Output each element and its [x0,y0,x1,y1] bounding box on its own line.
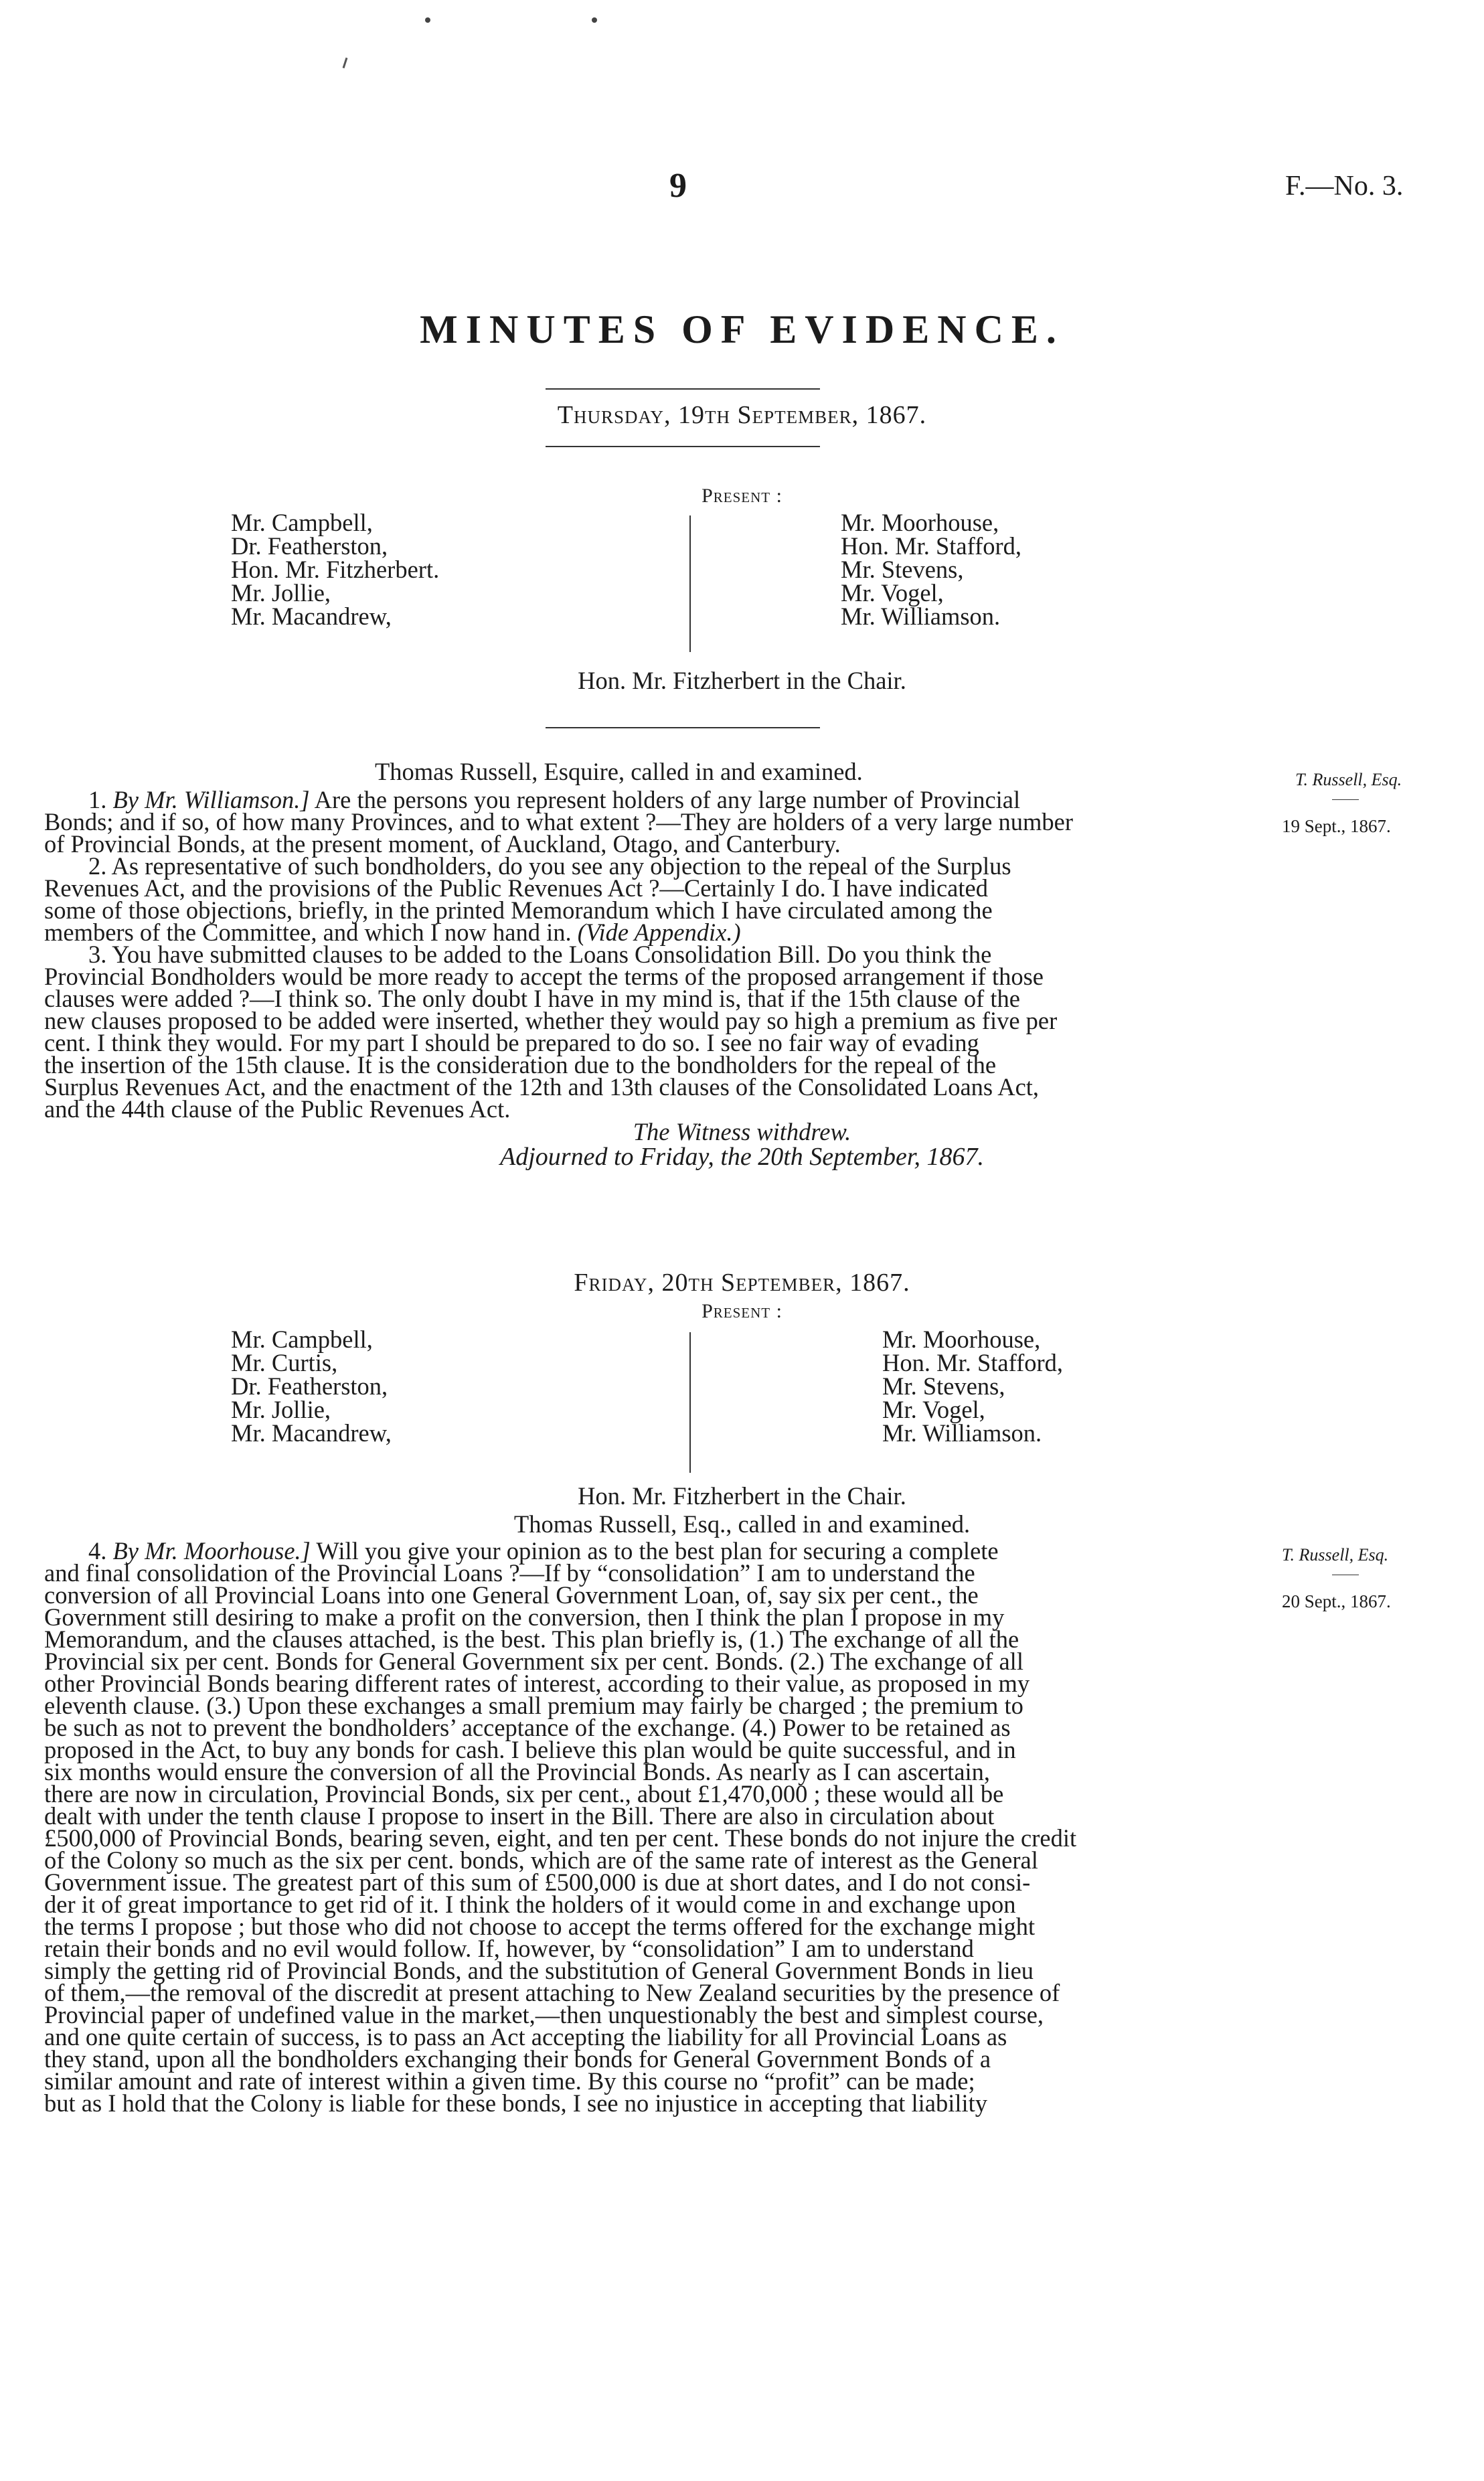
day1-present-right-list [841,511,1021,629]
text-line: Bonds; and if so, of how many Provinces, and to what extent ?—They are holders of a very large number [44,808,1073,835]
page-title: MINUTES OF EVIDENCE. [420,307,1064,351]
text-line: six months would ensure the conversion of all the Provincial Bonds. As nearly as I can ascertain, [44,1758,991,1785]
margin-witness-name: T. Russell, Esq. [1295,770,1402,789]
member-name: Mr. Vogel, [882,1396,985,1423]
column-divider [689,515,691,652]
text-line: and one quite certain of success, is to pass an Act accepting the liability for all Provincial Loans as [44,2023,1007,2051]
member-name: Mr. Stevens, [841,556,964,583]
question-number: 1. [88,786,107,813]
member-name: Hon. Mr. Stafford, [841,532,1022,560]
member-name: Mr. Stevens, [882,1372,1005,1400]
text-line: there are now in circulation, Provincial Bonds, six per cent., about £1,470,000 ; these would all be [44,1780,1004,1808]
day2-present-right-list [882,1328,1063,1445]
page-number: 9 [669,167,687,205]
day1-date: Thursday, 19th September, 1867. [557,401,927,429]
text-line: members of the Committee, and which I now hand in. [44,918,572,946]
day1-present-left-list [231,511,439,629]
question-2 [44,852,1248,946]
adjourned-note: Adjourned to Friday, the 20th September, 1867. [500,1143,984,1171]
day1-witness-intro: Thomas Russell, Esquire, called in and examined. [375,758,863,785]
text-line: der it of great importance to get rid of it. I think the holders of it would come in and exchange upon [44,1891,1016,1918]
text-line: similar amount and rate of interest within a given time. By this course no “profit” can be made; [44,2067,975,2095]
text-line: dealt with under the tenth clause I propose to insert in the Bill. There are also in circulation about [44,1802,995,1830]
day2-present-left-list [231,1328,392,1445]
text-line: Memorandum, and the clauses attached, is the best. This plan briefly is, (1.) The exchange of all the [44,1625,1019,1653]
column-divider [689,1332,691,1473]
question-3 [44,941,1248,1123]
question-1 [44,786,1248,858]
scan-mark [592,17,597,23]
text-line: some of those objections, briefly, in the printed Memorandum which I have circulated among the [44,896,993,924]
text-line: conversion of all Provincial Loans into one General Government Loan, of, say six per cent., the [44,1581,979,1609]
text-line: Surplus Revenues Act, and the enactment of the 12th and 13th clauses of the Consolidated Loans Act, [44,1073,1040,1101]
day2-witness-intro: Thomas Russell, Esq., called in and examined. [513,1510,971,1538]
text-line: of them,—the removal of the discredit at present attaching to New Zealand securities by the presence of [44,1979,1060,2006]
member-name: Dr. Featherston, [231,1372,388,1400]
member-name: Dr. Featherston, [231,532,388,560]
divider [546,388,820,390]
vide-appendix: (Vide Appendix.) [577,918,741,946]
text-line: but as I hold that the Colony is liable for these bonds, I see no injustice in accepting that liability [44,2089,988,2117]
text-line: clauses were added ?—I think so. The only doubt I have in my mind is, that if the 15th clause of the [44,985,1020,1012]
question-text: Are the persons you represent holders of any large number of Provincial [314,786,1021,813]
day1-present-label: Present : [702,485,782,507]
scan-mark [343,58,348,68]
text-line: Provincial paper of undefined value in the market,—then unquestionably the best and simplest course, [44,2001,1044,2028]
day2-chair: Hon. Mr. Fitzherbert in the Chair. [578,1482,906,1510]
text-line: Government issue. The greatest part of this sum of £500,000 is due at short dates, and I do not consi- [44,1868,1031,1896]
day1-chair: Hon. Mr. Fitzherbert in the Chair. [578,667,906,694]
text-line: and final consolidation of the Provincial Loans ?—If by “consolidation” I am to understand the [44,1559,975,1587]
member-name: Mr. Vogel, [841,579,944,607]
text-line: £500,000 of Provincial Bonds, bearing seven, eight, and ten per cent. These bonds do not injure the credit [44,1824,1077,1852]
text-line: Revenues Act, and the provisions of the Public Revenues Act ?—Certainly I do. I have indicated [44,874,988,902]
document-reference: F.—No. 3. [1285,171,1404,202]
text-line: Government still desiring to make a profit on the conversion, then I think the plan I propose in my [44,1603,1005,1631]
text-line: of Provincial Bonds, at the present moment, of Auckland, Otago, and Canterbury. [44,830,841,858]
text-line: cent. I think they would. For my part I should be prepared to do so. I see no fair way of evading [44,1029,979,1056]
witness-withdrew: The Witness withdrew. [633,1118,851,1145]
divider [546,727,820,728]
member-name: Mr. Campbell, [231,1326,373,1353]
member-name: Mr. Curtis, [231,1349,338,1376]
member-name: Mr. Jollie, [231,1396,331,1423]
text-line: they stand, upon all the bondholders exchanging their bonds for General Government Bonds of a [44,2045,991,2073]
text-line: be such as not to prevent the bondholders’ acceptance of the exchange. (4.) Power to be retained as [44,1714,1011,1741]
text-line: simply the getting rid of Provincial Bonds, and the substitution of General Government Bonds in lieu [44,1957,1034,1984]
member-name: Mr. Campbell, [231,509,373,536]
member-name: Hon. Mr. Stafford, [882,1349,1064,1376]
day2-present-label: Present : [702,1300,782,1322]
margin-witness-name: T. Russell, Esq. [1282,1545,1389,1565]
question-text: Will you give your opinion as to the best plan for securing a complete [316,1537,999,1565]
text-line: the insertion of the 15th clause. It is the consideration due to the bondholders for the repeal of the [44,1051,997,1078]
question-4 [44,1537,1248,2117]
text-line: eleventh clause. (3.) Upon these exchanges a small premium may fairly be charged ; the premium to [44,1692,1023,1719]
text-line: 2. As representative of such bondholders, do you see any objection to the repeal of the Surplus [88,852,1011,880]
member-name: Mr. Williamson. [841,603,1001,630]
examiner: By Mr. Moorhouse.] [112,1537,311,1565]
member-name: Mr. Macandrew, [231,1419,392,1447]
text-line: proposed in the Act, to buy any bonds for cash. I believe this plan would be quite successful, and in [44,1736,1016,1763]
divider [546,446,820,447]
text-line: retain their bonds and no evil would follow. If, however, by “consolidation” I am to understand [44,1935,974,1962]
text-line: 3. You have submitted clauses to be added to the Loans Consolidation Bill. Do you think the [88,941,992,968]
member-name: Hon. Mr. Fitzherbert. [231,556,440,583]
text-line: Provincial Bondholders would be more ready to accept the terms of the proposed arrangement if those [44,963,1044,990]
margin-dash [1332,799,1359,800]
day2-date: Friday, 20th September, 1867. [574,1269,910,1297]
scan-mark [425,17,430,23]
text-line: of the Colony so much as the six per cent. bonds, which are of the same rate of interest as the General [44,1846,1038,1874]
text-line: new clauses proposed to be added were inserted, whether they would pay so high a premium as five per [44,1007,1058,1034]
text-line: and the 44th clause of the Public Revenues Act. [44,1095,511,1123]
text-line: Provincial six per cent. Bonds for General Government six per cent. Bonds. (2.) The exchange of all [44,1648,1023,1675]
member-name: Mr. Moorhouse, [882,1326,1041,1353]
member-name: Mr. Moorhouse, [841,509,999,536]
member-name: Mr. Jollie, [231,579,331,607]
margin-date: 19 Sept., 1867. [1282,816,1391,836]
text-line: the terms I propose ; but those who did not choose to accept the terms offered for the exchange might [44,1913,1036,1940]
text-line: other Provincial Bonds bearing different rates of interest, according to their value, as proposed in my [44,1670,1030,1697]
member-name: Mr. Macandrew, [231,603,392,630]
member-name: Mr. Williamson. [882,1419,1042,1447]
examiner: By Mr. Williamson.] [112,786,310,813]
margin-date: 20 Sept., 1867. [1282,1591,1391,1611]
question-number: 4. [88,1537,107,1565]
